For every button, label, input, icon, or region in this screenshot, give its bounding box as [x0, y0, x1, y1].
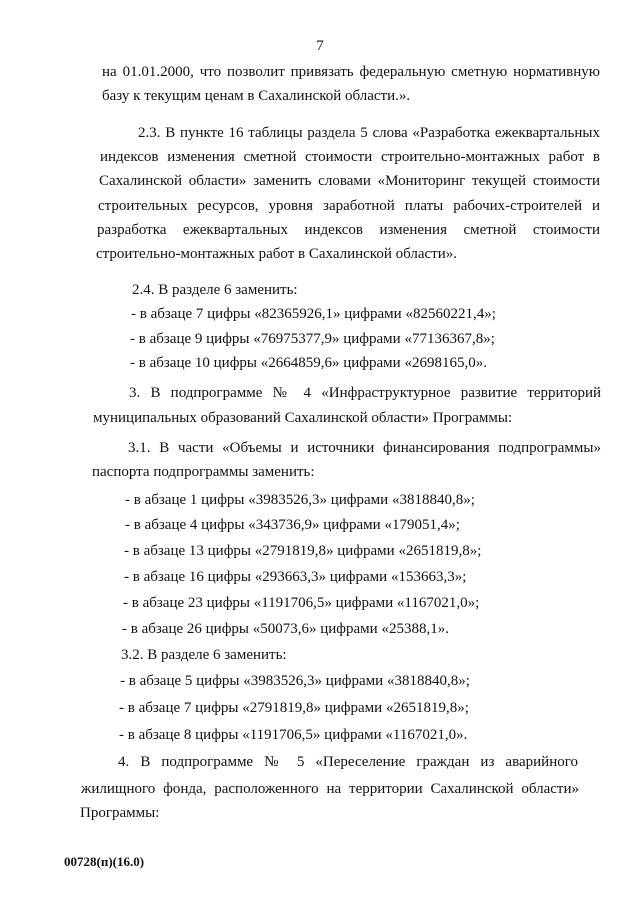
list-item: - в абзаце 26 цифры «50073,6» цифрами «25388,1».	[122, 621, 449, 637]
text-line: 3.1. В части «Объемы и источники финансирования подпрограммы»	[128, 440, 601, 456]
text-line: строительно-монтажных работ в Сахалинской области».	[96, 246, 457, 262]
list-item: - в абзаце 10 цифры «2664859,6» цифрами «2698165,0».	[130, 355, 487, 371]
text-line: паспорта подпрограммы заменить:	[92, 464, 315, 480]
text-line: муниципальных образований Сахалинской области» Программы:	[93, 410, 513, 426]
list-item: - в абзаце 4 цифры «343736,9» цифрами «179051,4»;	[125, 517, 460, 533]
list-item: - в абзаце 1 цифры «3983526,3» цифрами «3818840,8»;	[125, 492, 475, 508]
text-line: жилищного фонда, расположенного на территории Сахалинской области»	[81, 781, 579, 797]
list-item: - в абзаце 7 цифры «82365926,1» цифрами «82560221,4»;	[131, 306, 496, 322]
list-item: - в абзаце 23 цифры «1191706,5» цифрами «1167021,0»;	[123, 595, 480, 611]
text-line: базу к текущим ценам в Сахалинской области.».	[102, 88, 411, 104]
list-item: - в абзаце 7 цифры «2791819,8» цифрами «2651819,8»;	[119, 700, 469, 716]
text-line: на 01.01.2000, что позволит привязать федеральную сметную нормативную	[102, 64, 600, 80]
page-number: 7	[316, 38, 324, 54]
text-line: 3.2. В разделе 6 заменить:	[121, 647, 287, 663]
list-item: - в абзаце 16 цифры «293663,3» цифрами «153663,3»;	[124, 569, 467, 585]
document-code: 00728(п)(16.0)	[64, 854, 145, 869]
text-line: разработка ежеквартальных индексов изменения сметной стоимости	[97, 222, 600, 238]
text-line: Программы:	[80, 805, 160, 821]
text-line: индексов изменения сметной стоимости строительно-монтажных работ в	[100, 149, 600, 165]
text-line: Сахалинской области» заменить словами «Мониторинг текущей стоимости	[99, 173, 600, 189]
text-line: 2.4. В разделе 6 заменить:	[132, 282, 298, 298]
section-heading: 4. В подпрограмме № 5 «Переселение граждан из аварийного	[118, 754, 578, 770]
text-line: 2.3. В пункте 16 таблицы раздела 5 слова «Разработка ежеквартальных	[138, 125, 600, 141]
section-heading: 3. В подпрограмме № 4 «Инфраструктурное развитие территорий	[129, 385, 601, 401]
list-item: - в абзаце 13 цифры «2791819,8» цифрами «2651819,8»;	[124, 543, 482, 559]
text-line: строительных ресурсов, уровня заработной платы рабочих-строителей и	[98, 198, 600, 214]
list-item: - в абзаце 9 цифры «76975377,9» цифрами «77136367,8»;	[130, 331, 495, 347]
list-item: - в абзаце 5 цифры «3983526,3» цифрами «3818840,8»;	[120, 673, 470, 689]
list-item: - в абзаце 8 цифры «1191706,5» цифрами «1167021,0».	[119, 727, 468, 743]
